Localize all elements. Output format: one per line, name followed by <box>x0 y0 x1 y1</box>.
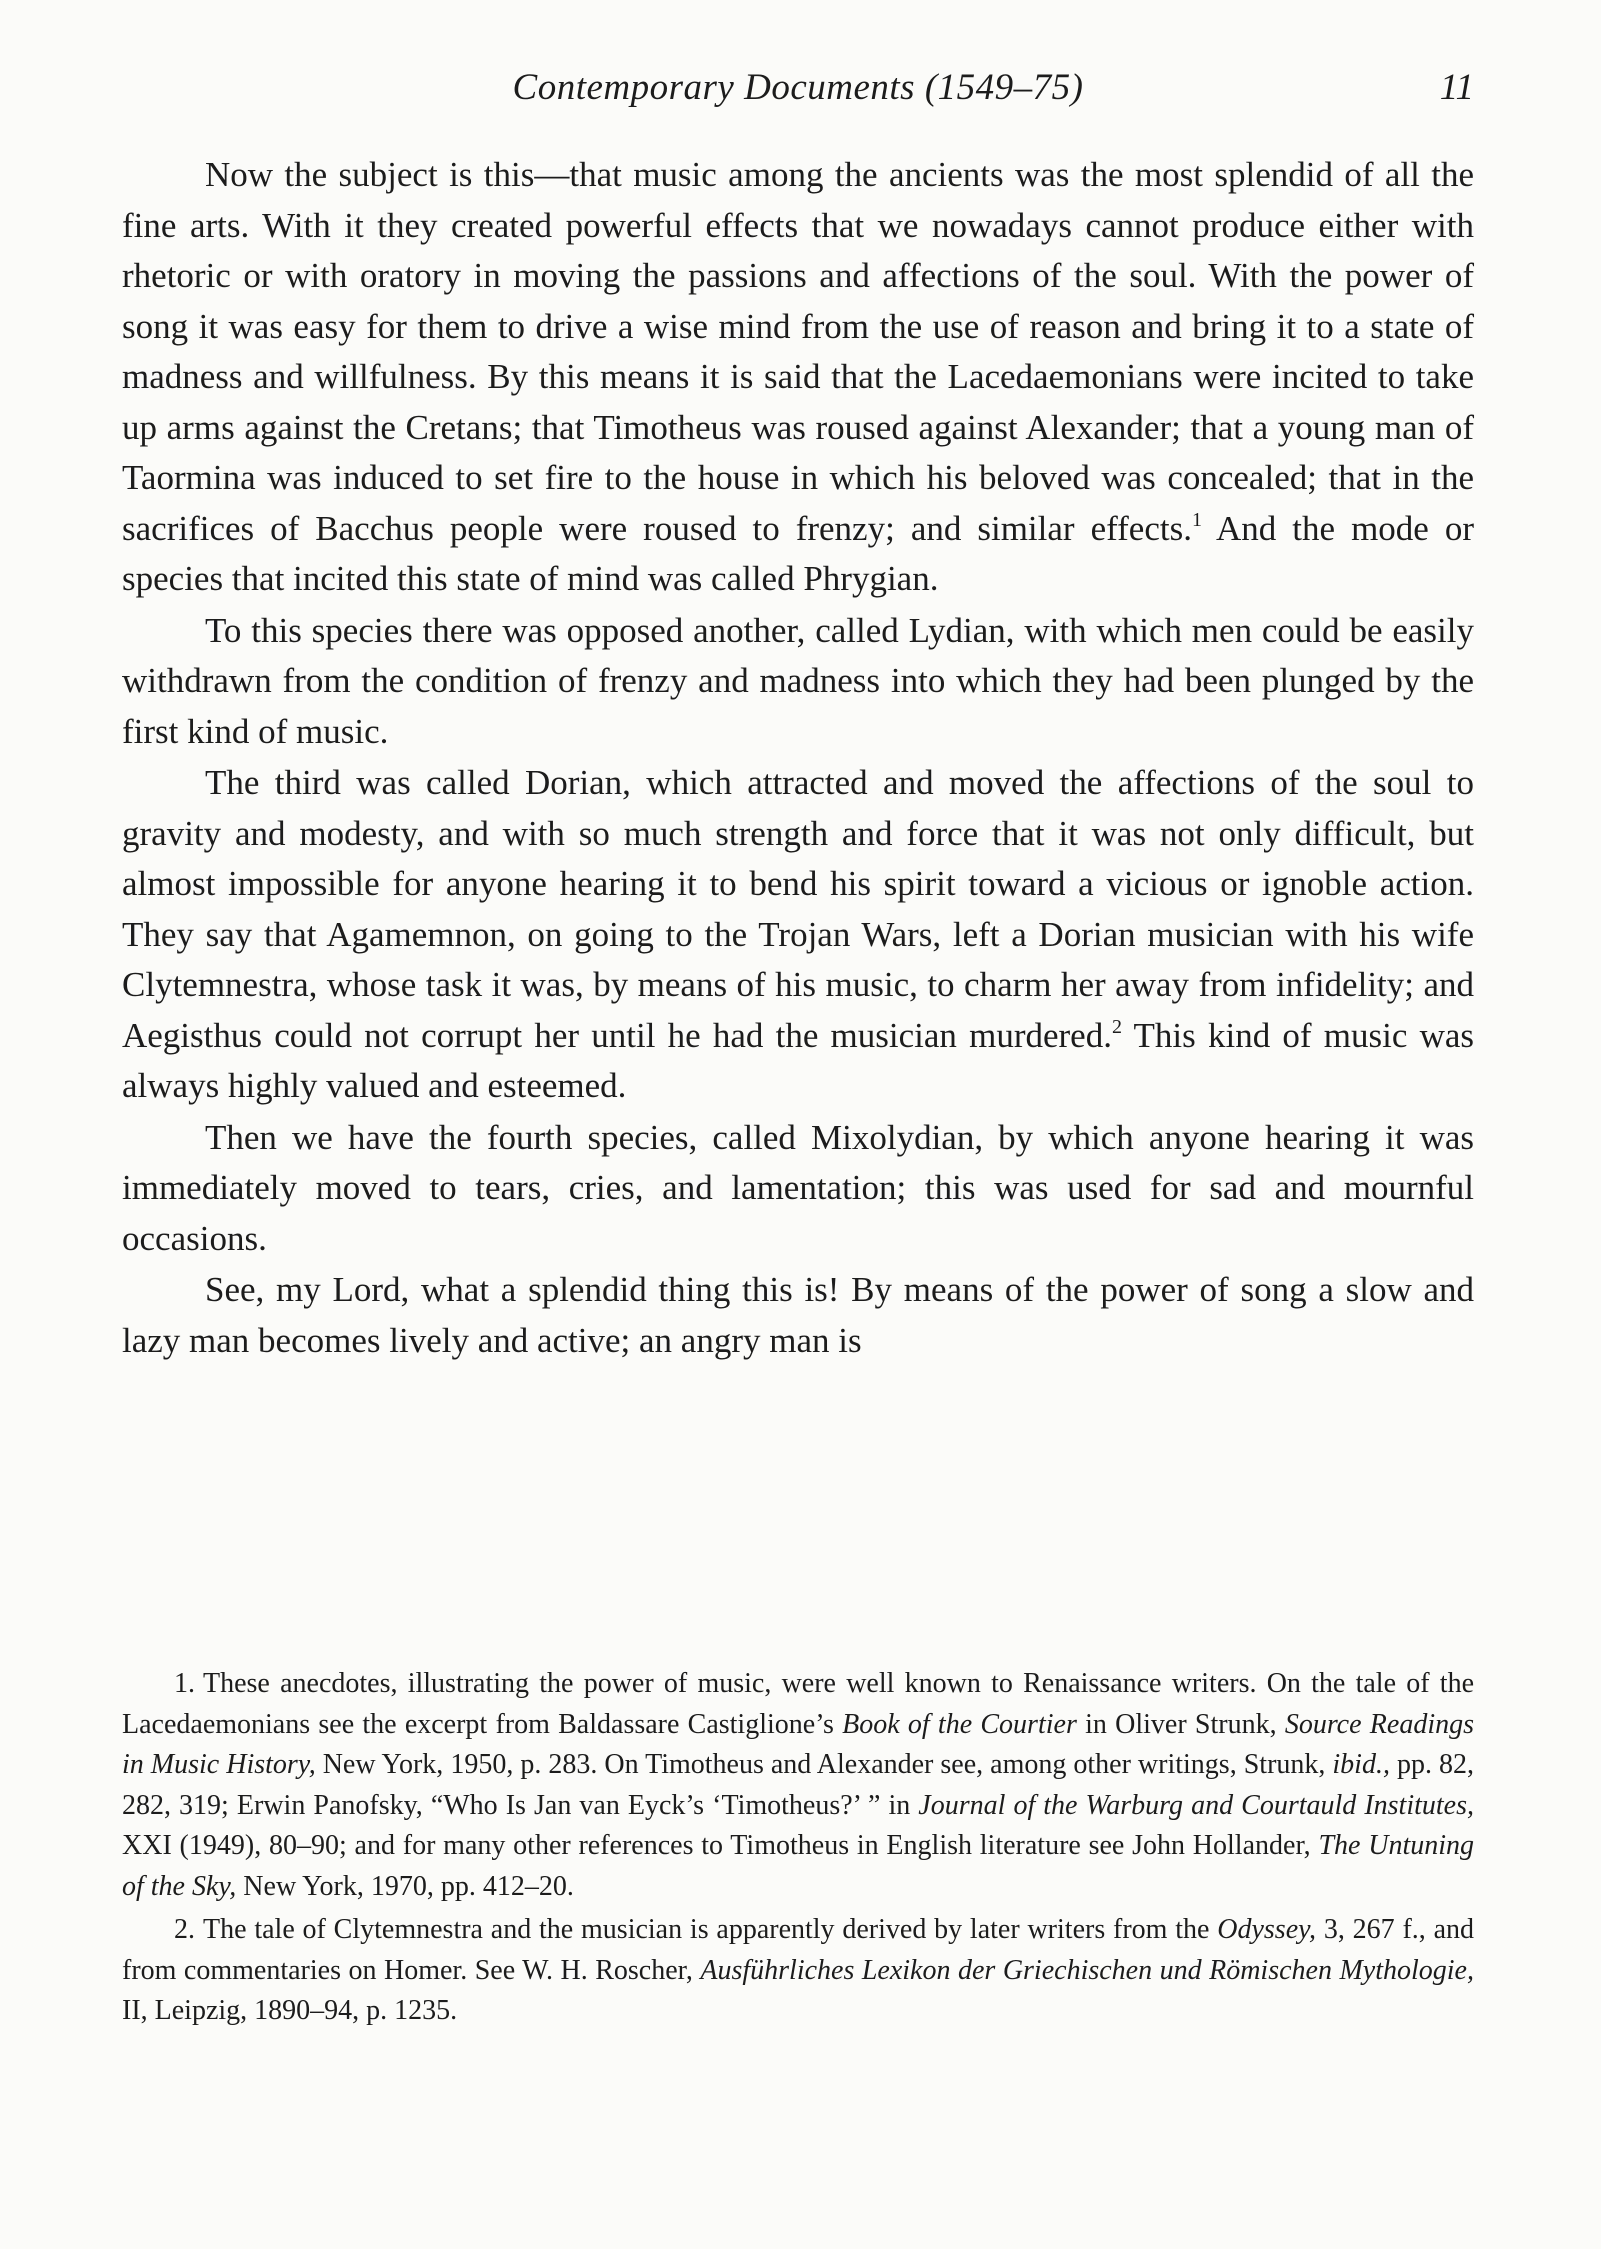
footnote-text: The tale of Clytemnestra and the musician is apparently derived by later writers from the <box>203 1914 1218 1945</box>
footnote-reference[interactable]: 2 <box>1111 1015 1122 1038</box>
footnote-label: 2. <box>174 1914 195 1945</box>
footnote-title: Source Readings in Music History, <box>122 1708 1474 1780</box>
footnote-text: New York, 1950, p. 283. On Timotheus and Alexander see, among other writings, Strunk, <box>315 1749 1333 1780</box>
footnote-text: These anecdotes, illustrating the power of music, were well known to Renaissance writers. On the tale of the Lacedaemonians see the excerpt from Baldassare Castiglione’s <box>122 1668 1474 1740</box>
footnote-text: 3, 267 f., and from commentaries on Homer. See W. H. Roscher, <box>122 1914 1474 1986</box>
paragraph <box>122 606 1474 758</box>
paragraph <box>122 150 1474 605</box>
paragraph-text: The third was called Dorian, which attracted and moved the affections of the soul to gravity and modesty, and with so much strength and force that it was not only difficult, but almost impossible for anyone hearing it to bend his spirit toward a vicious or ignoble action. They say that Agamemnon, on going to the Trojan Wars, left a Dorian musician with his wife Clytemnestra, whose task it was, by means of his music, to charm her away from infidelity; and Aegisthus could not corrupt her until he had the musician murdered. <box>122 763 1474 1055</box>
paragraph-text: Then we have the fourth species, called Mixolydian, by which anyone hearing it was immediately moved to tears, cries, and lamentation; this was used for sad and mournful occasions. <box>122 1117 1474 1258</box>
page-number: 11 <box>1439 67 1474 108</box>
footnote-reference[interactable]: 1 <box>1191 508 1202 531</box>
paragraph <box>122 1265 1474 1366</box>
footnote-text: pp. 82, 282, 319; Erwin Panofsky, “Who Is Jan van Eyck’s ‘Timotheus?’ ” in <box>122 1749 1474 1821</box>
footnotes <box>122 1664 1474 2032</box>
footnote-title: Ausführliches Lexikon der Griechischen und Römischen Mythologie, <box>700 1954 1474 1986</box>
running-title: Contemporary Documents (1549–75) <box>512 67 1084 108</box>
footnote-title: Odyssey, <box>1217 1914 1317 1945</box>
footnote-title: The Untuning of the Sky, <box>122 1830 1474 1902</box>
footnote-text: XXI (1949), 80–90; and for many other references to Timotheus in English literature see John Hollander, <box>122 1830 1319 1861</box>
running-head <box>122 66 1474 122</box>
footnote-text: II, Leipzig, 1890–94, p. 1235. <box>122 1995 458 2026</box>
paragraph-text: Now the subject is this—that music among the ancients was the most splendid of all the fine arts. With it they created powerful effects that we nowadays cannot produce either with rhetoric or with oratory in moving the passions and affections of the soul. With the power of song it was easy for them to drive a wise mind from the use of reason and bring it to a state of madness and willfulness. By this means it is said that the Lacedaemonians were incited to take up arms against the Cretans; that Timotheus was roused against Alexander; that a young man of Taormina was induced to set fire to the house in which his beloved was concealed; that in the sacrifices of Bacchus people were roused to frenzy; and similar effects. <box>122 155 1474 548</box>
footnote-text: New York, 1970, pp. 412–20. <box>236 1870 574 1902</box>
footnote <box>122 1910 1474 2032</box>
paragraph-text: To this species there was opposed another, called Lydian, with which men could be easily withdrawn from the condition of frenzy and madness into which they had been plunged by the first kind of music. <box>122 610 1474 751</box>
paragraph <box>122 1113 1474 1265</box>
paragraph-text: See, my Lord, what a splendid thing this is! By means of the power of song a slow and lazy man becomes lively and active; an angry man is <box>122 1270 1474 1360</box>
footnote-title: Book of the Courtier <box>842 1708 1077 1740</box>
paragraph-text: And the mode or species that incited this state of mind was called Phrygian. <box>122 508 1474 598</box>
footnote-title: Journal of the Warburg and Courtauld Institutes, <box>918 1789 1474 1821</box>
footnote <box>122 1664 1474 1907</box>
paragraph <box>122 758 1474 1112</box>
footnote-label: 1. <box>174 1668 195 1699</box>
footnote-text: in Oliver Strunk, <box>1076 1708 1285 1740</box>
body-text <box>122 150 1474 1366</box>
footnote-title: ibid., <box>1332 1749 1390 1780</box>
paragraph-text: This kind of music was always highly valued and esteemed. <box>122 1015 1474 1105</box>
